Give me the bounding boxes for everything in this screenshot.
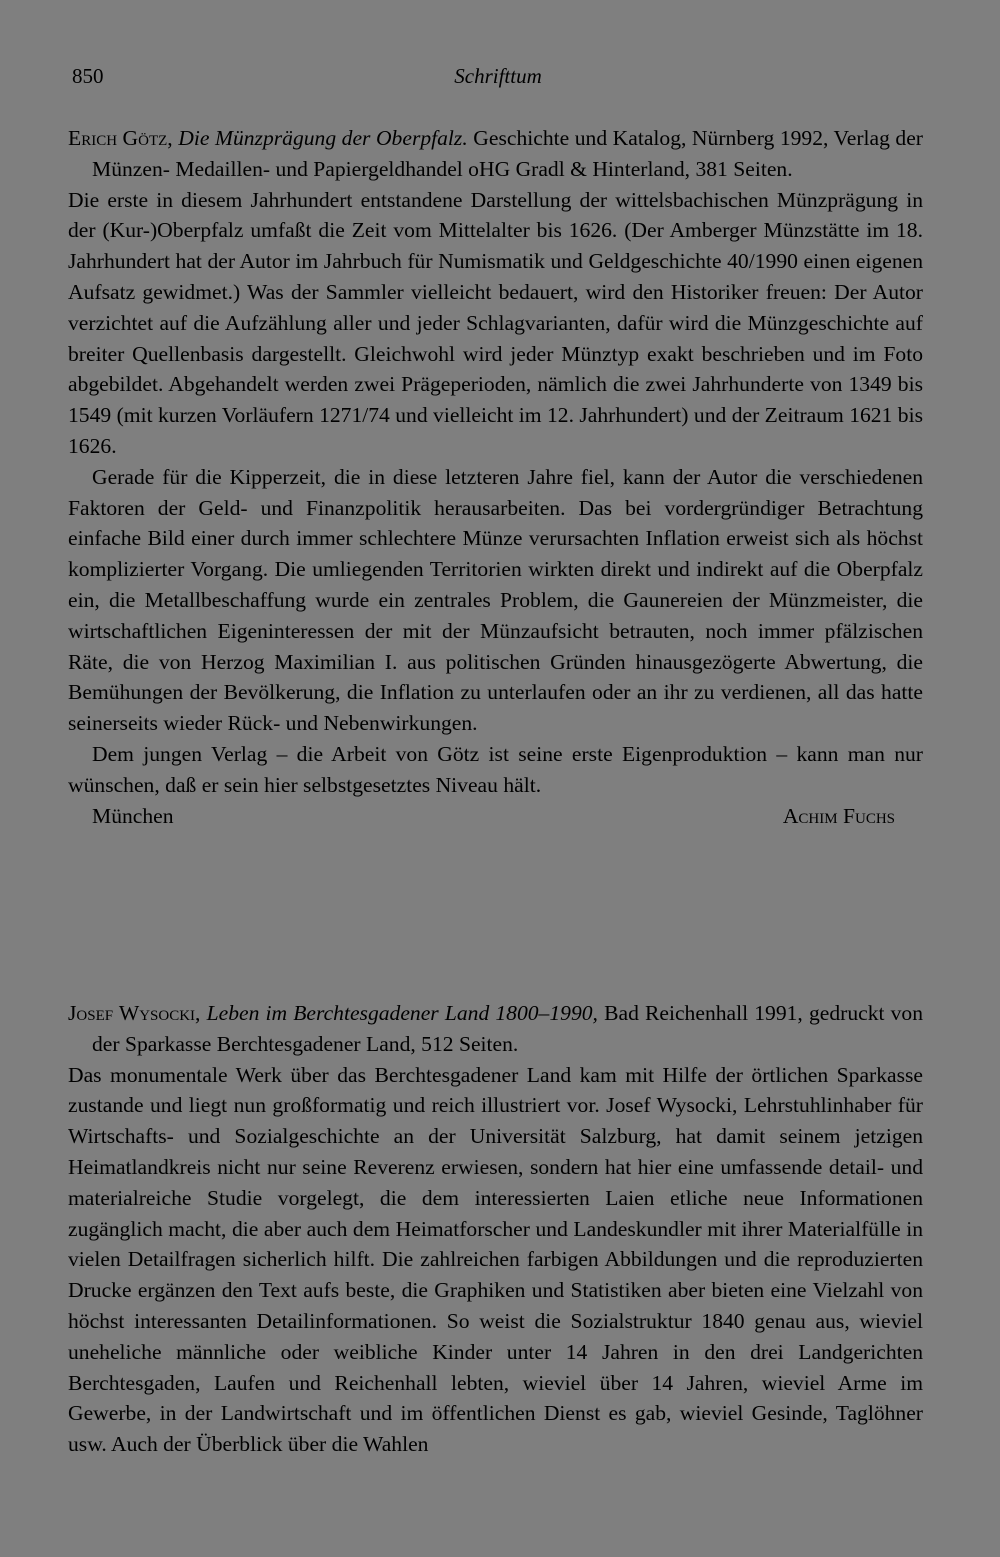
review-paragraph: Die erste in diesem Jahrhundert entstandene Darstellung der wittelsbachischen Münzprägung in der (Kur-)Oberpfalz umfaßt die Zeit vom Mittelalter bis 1626. (Der Amberger Münzstätte im 18. Jahrhundert hat der Autor im Jahrbuch für Numismatik und Geldgeschichte 40/1990 einen eigenen Aufsatz gewidmet.) Was der Sammler vielleicht bedauert, wird den Historiker freuen: Der Autor verzichtet auf die Aufzählung aller und jeder Schlagvarianten, dafür wird die Münzgeschichte auf breiter Quellenbasis dargestellt. Gleichwohl wird jeder Münztyp exakt beschrieben und im Foto abgebildet. Abgehandelt werden zwei Prägeperioden, nämlich die zwei Jahrhunderte von 1349 bis 1549 (mit kurzen Vorläufern 1271/74 und vielleicht im 12. Jahrhundert) und der Zeitraum 1621 bis 1626. [68, 187, 923, 458]
review-paragraph: Dem jungen Verlag – die Arbeit von Götz ist seine erste Eigenproduktion – kann man nur wünschen, daß er sein hier selbstgesetztes Niveau hält. [68, 741, 923, 797]
review-author: Josef Wysocki, [68, 1001, 201, 1025]
page-number: 850 [72, 64, 104, 88]
review-paragraph: Gerade für die Kipperzeit, die in diese letzteren Jahre fiel, kann der Autor die verschiedenen Faktoren der Geld- und Finanzpolitik herausarbeiten. Das bei vordergründiger Betrachtung einfache Bild einer durch immer schlechtere Münze verursachten Inflation erweist sich als höchst komplizierter Vorgang. Die umliegenden Territorien wirkten direkt und indirekt auf die Oberpfalz ein, die Metallbeschaffung wurde ein zentrales Problem, die Gaunereien der Münzmeister, die wirtschaftlichen Eigeninteressen der mit der Münzaufsicht betrauten, noch immer pfälzischen Räte, die von Herzog Maximilian I. aus politischen Gründen hinausgezögerte Abwertung, die Bemühungen der Bevölkerung, die Inflation zu unterlaufen oder an ihr zu verdienen, all das hatte seinerseits wieder Rück- und Nebenwirkungen. [68, 464, 923, 736]
review-wysocki [68, 998, 923, 1460]
review-signature [68, 801, 923, 832]
review-citation [68, 998, 923, 1060]
running-head: Schrifttum [454, 64, 542, 88]
review-title: Die Münzprägung der Oberpfalz. [178, 126, 468, 150]
page-header [72, 64, 924, 94]
review-publication: Geschichte und Katalog, Nürnberg 1992, Verlag der Münzen- Medaillen- und Papiergeldhandel oHG Gradl & Hinterland, 381 Seiten. [92, 126, 923, 181]
review-paragraph: Das monumentale Werk über das Berchtesgadener Land kam mit Hilfe der örtlichen Sparkasse zustande und liegt nun großformatig und reich illustriert vor. Josef Wysocki, Lehrstuhlinhaber für Wirtschafts- und Sozialgeschichte an der Universität Salzburg, hat damit seinem jetzigen Heimatlandkreis nicht nur seine Reverenz erwiesen, sondern hat hier eine umfassende detail- und materialreiche Studie vorgelegt, die dem interessierten Laien etliche neue Informationen zugänglich macht, die aber auch dem Heimatforscher und Landeskundler mit ihrer Materialfülle in vielen Detailfragen sicherlich hilft. Die zahlreichen farbigen Abbildungen und die reproduzierten Drucke ergänzen den Text aufs beste, die Graphiken und Statistiken aber bieten eine Vielzahl von höchst interessanten Detailinformationen. So weist die Sozialstruktur 1840 genau aus, wieviel uneheliche männliche oder weibliche Kinder unter 14 Jahren in den drei Landgerichten Berchtesgaden, Laufen und Reichenhall lebten, wieviel über 14 Jahren, wieviel Arme im Gewerbe, in der Landwirtschaft und im öffentlichen Dienst es gab, wieviel Gesinde, Taglöhner usw. Auch der Überblick über die Wahlen [68, 1062, 923, 1457]
review-citation [68, 123, 923, 185]
review-place: München [92, 803, 174, 828]
reviewer-name: Achim Fuchs [782, 803, 895, 828]
review-author: Erich Götz, [68, 126, 173, 150]
review-publication: Bad Reichenhall 1991, gedruckt von der Sparkasse Berchtesgadener Land, 512 Seiten. [92, 1001, 924, 1056]
review-title: Leben im Berchtesgadener Land 1800–1990, [206, 1001, 598, 1025]
review-goetz [68, 123, 923, 831]
